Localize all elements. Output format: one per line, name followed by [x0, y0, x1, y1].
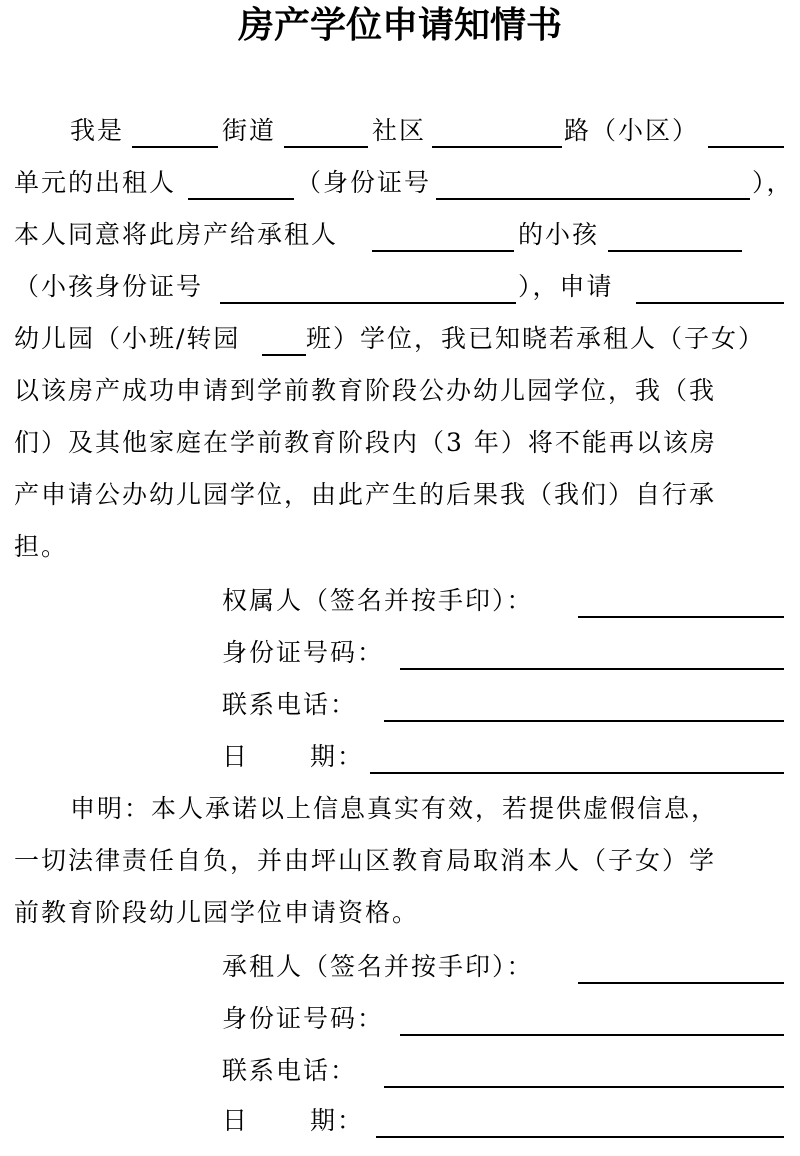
text-agree: 本人同意将此房产给承租人	[14, 220, 339, 249]
text-child: 的小孩	[518, 220, 600, 249]
kindergarten-blank[interactable]	[636, 302, 784, 304]
tenant-phone-row	[0, 1054, 800, 1106]
text-jiedao: 街道	[222, 116, 277, 145]
body-text-6: 以该房产成功申请到学前教育阶段公办幼儿园学位，我（我	[14, 376, 717, 405]
tenant-signature-label: 承租人（签名并按手印）：	[222, 952, 534, 981]
body-text-7: 们）及其他家庭在学前教育阶段内（3 年）将不能再以该房	[14, 428, 717, 457]
text-degree: 班）学位，我已知晓若承租人（子女）	[306, 324, 766, 353]
tenant-phone-blank[interactable]	[384, 1086, 784, 1088]
line-8	[0, 478, 800, 530]
unit-blank[interactable]	[188, 198, 294, 200]
line-4	[0, 270, 800, 322]
owner-id-blank[interactable]	[400, 668, 784, 670]
body-text-8: 产申请公办幼儿园学位，由此产生的后果我（我们）自行承	[14, 480, 717, 509]
statement-line-3	[0, 896, 800, 948]
road-blank[interactable]	[432, 146, 562, 148]
building-blank[interactable]	[708, 146, 784, 148]
line-1	[0, 114, 800, 166]
text-class: 幼儿园（小班/转园	[14, 324, 241, 353]
landlord-id-blank[interactable]	[436, 198, 750, 200]
tenant-date-label-b: 期：	[310, 1106, 365, 1135]
line-2	[0, 166, 800, 218]
text-lu-xiaoqu: 路（小区）	[564, 116, 700, 145]
statement-line-1	[0, 792, 800, 844]
owner-phone-row	[0, 688, 800, 740]
owner-date-blank[interactable]	[370, 772, 784, 774]
tenant-date-row	[0, 1104, 800, 1156]
body-text-9: 担。	[14, 532, 69, 561]
tenant-signature-row	[0, 950, 800, 1002]
owner-id-label: 身份证号码：	[222, 638, 385, 667]
child-name-blank[interactable]	[608, 250, 742, 252]
line-3	[0, 218, 800, 270]
owner-signature-label: 权属人（签名并按手印）：	[222, 586, 534, 615]
owner-id-row	[0, 636, 800, 688]
statement-text-3: 前教育阶段幼儿园学位申请资格。	[14, 898, 420, 927]
tenant-date-label-a: 日	[222, 1106, 250, 1135]
line-6	[0, 374, 800, 426]
statement-text-1: 申明：本人承诺以上信息真实有效，若提供虚假信息，	[70, 794, 719, 823]
line-5	[0, 322, 800, 374]
text-apply: ），申请	[518, 272, 614, 301]
text-id-close: ），	[752, 168, 794, 197]
tenant-name-blank[interactable]	[372, 250, 514, 252]
tenant-id-row	[0, 1002, 800, 1054]
owner-date-label-a: 日	[222, 742, 250, 771]
text-child-id: （小孩身份证号	[14, 272, 204, 301]
text-wo-shi: 我是	[70, 116, 125, 145]
tenant-id-blank[interactable]	[400, 1034, 784, 1036]
text-shequ: 社区	[372, 116, 427, 145]
street-blank[interactable]	[132, 146, 218, 148]
owner-date-row	[0, 740, 800, 792]
line-9	[0, 530, 800, 582]
owner-date-label-b: 期：	[310, 742, 365, 771]
child-id-blank[interactable]	[220, 302, 516, 304]
line-7	[0, 426, 800, 478]
owner-phone-blank[interactable]	[384, 720, 784, 722]
document-title: 房产学位申请知情书	[237, 4, 562, 46]
owner-signature-blank[interactable]	[578, 616, 784, 618]
tenant-date-blank[interactable]	[376, 1136, 784, 1138]
tenant-id-label: 身份证号码：	[222, 1004, 385, 1033]
statement-text-2: 一切法律责任自负，并由坪山区教育局取消本人（子女）学	[14, 846, 717, 875]
text-id-open: （身份证号	[296, 168, 432, 197]
owner-phone-label: 联系电话：	[222, 690, 358, 719]
tenant-signature-blank[interactable]	[578, 982, 784, 984]
community-blank[interactable]	[284, 146, 368, 148]
class-blank[interactable]	[262, 354, 306, 356]
tenant-phone-label: 联系电话：	[222, 1056, 358, 1085]
statement-line-2	[0, 844, 800, 896]
owner-signature-row	[0, 584, 800, 636]
text-landlord: 单元的出租人	[14, 168, 177, 197]
